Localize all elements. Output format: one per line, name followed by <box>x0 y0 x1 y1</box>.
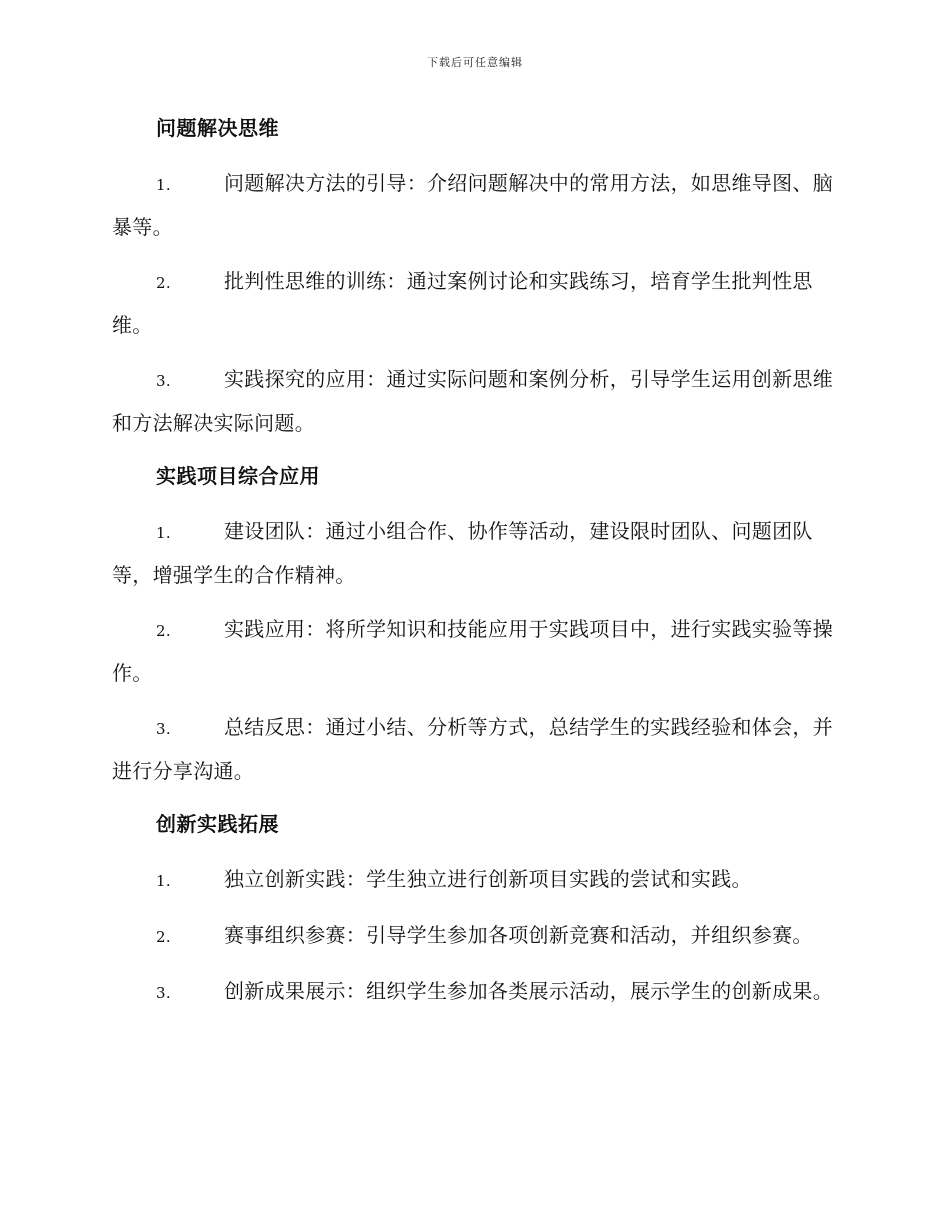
list-item <box>112 358 836 444</box>
item-number: 3. <box>156 372 171 390</box>
header-note: 下载后可任意编辑 <box>427 56 523 69</box>
item-text: 赛事组织参赛：引导学生参加各项创新竞赛和活动，并组织参赛。 <box>224 923 813 947</box>
list-item <box>112 608 836 694</box>
item-text: 实践应用：将所学知识和技能应用于实践项目中，进行实践实验等操作。 <box>112 617 833 685</box>
list-item <box>112 510 836 596</box>
item-text: 问题解决方法的引导：介绍问题解决中的常用方法，如思维导图、脑暴等。 <box>112 171 833 239</box>
section-practice-project <box>112 456 836 792</box>
item-number: 1. <box>156 872 171 890</box>
item-number: 2. <box>156 622 171 640</box>
item-text: 建设团队：通过小组合作、协作等活动，建设限时团队、问题团队等，增强学生的合作精神。 <box>112 519 813 587</box>
list-item <box>112 706 836 792</box>
list-item <box>112 858 836 902</box>
list-item <box>112 970 836 1014</box>
item-number: 3. <box>156 720 171 738</box>
list-item <box>112 914 836 958</box>
list-item <box>112 260 836 346</box>
item-text: 创新成果展示：组织学生参加各类展示活动，展示学生的创新成果。 <box>224 979 833 1003</box>
item-number: 1. <box>156 176 171 194</box>
item-number: 3. <box>156 984 171 1002</box>
list-item <box>112 162 836 248</box>
section-problem-solving <box>112 108 836 444</box>
item-text: 独立创新实践：学生独立进行创新项目实践的尝试和实践。 <box>224 867 752 891</box>
document-body <box>112 108 836 1026</box>
item-number: 2. <box>156 274 171 292</box>
item-text: 总结反思：通过小结、分析等方式，总结学生的实践经验和体会，并进行分享沟通。 <box>112 715 833 783</box>
item-number: 2. <box>156 928 171 946</box>
item-text: 实践探究的应用：通过实际问题和案例分析，引导学生运用创新思维和方法解决实际问题。 <box>112 367 833 435</box>
section-title: 创新实践拓展 <box>156 812 279 836</box>
item-text: 批判性思维的训练：通过案例讨论和实践练习，培育学生批判性思维。 <box>112 269 813 337</box>
item-number: 1. <box>156 524 171 542</box>
section-title: 问题解决思维 <box>156 116 279 140</box>
section-innovation-extension <box>112 804 836 1014</box>
section-title: 实践项目综合应用 <box>156 464 320 488</box>
